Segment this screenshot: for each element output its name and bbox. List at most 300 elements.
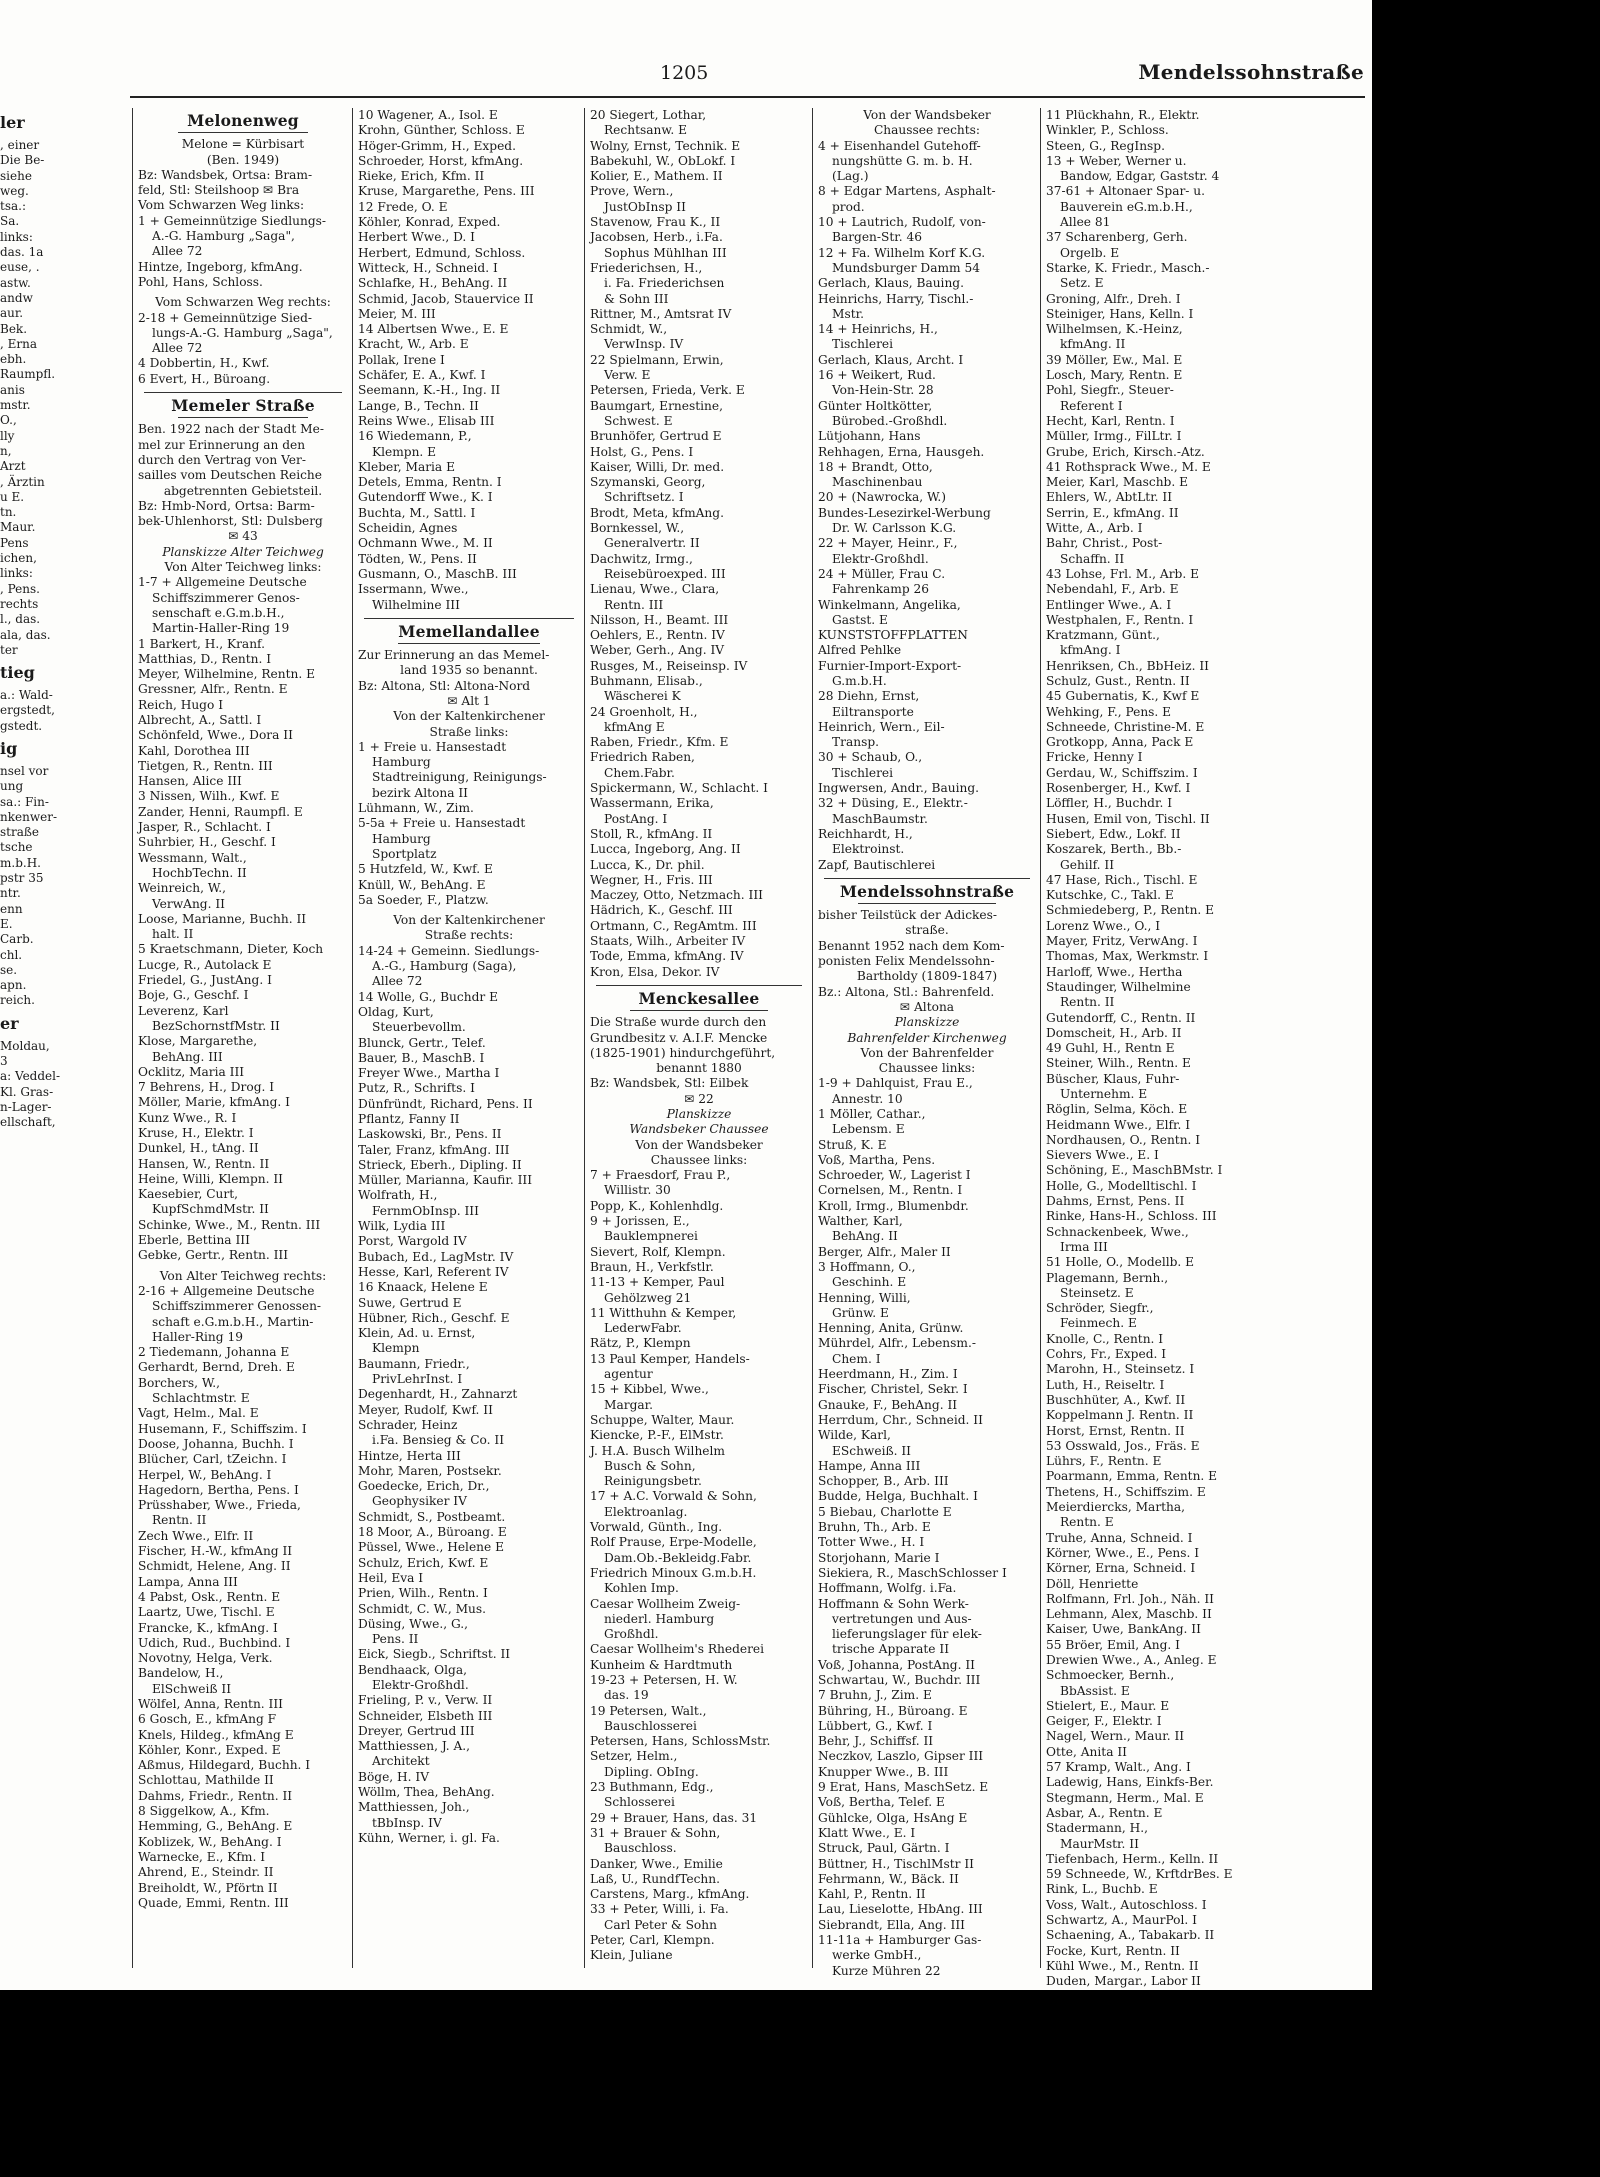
entry-continuation: Klempn <box>372 1341 420 1356</box>
entry-line: 3 Nissen, Wilh., Kwf. E <box>138 789 280 804</box>
note-line: ✉ 43 <box>228 529 258 544</box>
entry-line: Rolfmann, Frl. Joh., Näh. II <box>1046 1591 1214 1606</box>
entry-line: Suhrbier, H., Geschf. I <box>138 835 276 850</box>
entry-line: ponisten Felix Mendelssohn- <box>818 954 995 969</box>
entry-line: bisher Teilstück der Adickes- <box>818 908 998 923</box>
entry-line: Horst, Ernst, Rentn. II <box>1046 1423 1185 1438</box>
entry-continuation: Bauverein eG.m.b.H., <box>1060 199 1193 214</box>
scan-border <box>0 1990 1372 2177</box>
entry-line: Heinrich, Wern., Eil- <box>818 719 945 734</box>
entry-line: Kruse, Margarethe, Pens. III <box>358 184 535 199</box>
entry-line: 4 Pabst, Osk., Rentn. E <box>138 1589 281 1604</box>
entry-line: 13 + Weber, Werner u. <box>1046 153 1187 168</box>
entry-line: Lucca, K., Dr. phil. <box>590 857 705 872</box>
entry-line: Laartz, Uwe, Tischl. E <box>138 1605 275 1620</box>
entry-continuation: Dipling. ObIng. <box>604 1764 699 1779</box>
entry-continuation: Bargen-Str. 46 <box>832 230 923 245</box>
entry-line: Schnackenbeek, Wwe., <box>1046 1224 1189 1239</box>
entry-line: 57 Kramp, Walt., Ang. I <box>1046 1760 1191 1775</box>
entry-line: Knüll, W., BehAng. E <box>358 877 486 892</box>
entry-line: Schröder, Siegfr., <box>1046 1301 1154 1316</box>
entry-line: Laskowski, Br., Pens. II <box>358 1127 502 1142</box>
entry-line: Hansen, Alice III <box>138 774 242 789</box>
entry-line: 24 Groenholt, H., <box>590 704 698 719</box>
entry-continuation: MaschBaumstr. <box>832 811 928 826</box>
entry-line: Wehking, F., Pens. E <box>1046 704 1172 719</box>
entry-continuation: Dam.Ob.-Bekleidg.Fabr. <box>604 1550 752 1565</box>
entry-line: Oldag, Kurt, <box>358 1004 434 1019</box>
entry-continuation: Schlosserei <box>604 1795 675 1810</box>
entry-line: Wolny, Ernst, Technik. E <box>590 138 741 153</box>
fragment-line: ung <box>0 779 24 794</box>
entry-line: Aßmus, Hildegard, Buchh. I <box>138 1758 311 1773</box>
entry-line: Setzer, Helm., <box>590 1749 678 1764</box>
entry-line: Hoffmann, Wolfg. i.Fa. <box>818 1581 957 1596</box>
fragment-line: E. <box>0 916 13 931</box>
entry-line: 59 Schneede, W., KrftdrBes. E <box>1046 1867 1233 1882</box>
entry-continuation: Geophysiker IV <box>372 1494 467 1509</box>
entry-line: Prüsshaber, Wwe., Frieda, <box>138 1498 301 1513</box>
column-4 <box>818 108 1036 1979</box>
entry-line: Kruse, H., Elektr. I <box>138 1126 254 1140</box>
entry-line: Gerhardt, Bernd, Dreh. E <box>138 1360 295 1375</box>
entry-line: Schmoecker, Bernh., <box>1046 1668 1175 1683</box>
entry-line: 5a Soeder, F., Platzw. <box>358 892 489 907</box>
entry-line: Doose, Johanna, Buchh. I <box>138 1436 294 1451</box>
entry-line: Buhmann, Elisab., <box>590 673 703 688</box>
entry-line: Kaesebier, Curt, <box>138 1187 238 1202</box>
entry-line: Bz.: Altona, Stl.: Bahrenfeld. <box>818 984 995 999</box>
entry-line: Bauer, B., MaschB. I <box>358 1050 485 1065</box>
fragment-line: das. 1a <box>0 245 44 260</box>
entry-line: Heidmann Wwe., Elfr. I <box>1046 1117 1191 1132</box>
entry-line: Matthiessen, J. A., <box>358 1739 471 1754</box>
entry-line: 16 + Weikert, Rud. <box>818 368 936 383</box>
entry-line: Schönfeld, Wwe., Dora II <box>138 728 293 743</box>
note-line: benannt 1880 <box>656 1061 742 1076</box>
entry-continuation: Bauschlosserei <box>604 1718 697 1733</box>
entry-line: Issermann, Wwe., <box>358 582 469 597</box>
entry-line: Fricke, Henny I <box>1046 750 1143 765</box>
entry-continuation: Steinsetz. E <box>1060 1285 1134 1300</box>
entry-line: Nebendahl, F., Arb. E <box>1046 582 1179 597</box>
entry-line: Hesse, Karl, Referent IV <box>358 1264 509 1279</box>
entry-line: Rusges, M., Reiseinsp. IV <box>590 658 748 673</box>
entry-line: Winkelmann, Angelika, <box>818 597 961 612</box>
fragment-line: anis <box>0 382 25 397</box>
entry-line: Tiefenbach, Herm., Kelln. II <box>1046 1851 1219 1866</box>
entry-continuation: Setz. E <box>1060 276 1104 291</box>
entry-line: Dunkel, H., tAng. II <box>138 1141 259 1156</box>
entry-line: Blücher, Carl, tZeichn. I <box>138 1452 287 1467</box>
entry-line: Voss, Walt., Autoschloss. I <box>1046 1897 1207 1912</box>
fragment-line: Die Be- <box>0 153 45 168</box>
entry-line: Serrin, E., kfmAng. II <box>1046 505 1179 520</box>
entry-line: Röglin, Selma, Köch. E <box>1046 1102 1188 1117</box>
entry-continuation: Lebensm. E <box>832 1122 905 1137</box>
entry-line: Petersen, Hans, SchlossMstr. <box>590 1734 771 1749</box>
entry-line: Körner, Wwe., E., Pens. I <box>1046 1545 1200 1560</box>
entry-line: 18 + Brandt, Otto, <box>818 459 933 474</box>
street-heading: Memellandallee <box>398 621 540 641</box>
entry-line: Meyer, Rudolf, Kwf. II <box>358 1402 493 1417</box>
entry-continuation: Chem.Fabr. <box>604 765 675 780</box>
entry-line: Ladewig, Hans, Einkfs-Ber. <box>1046 1775 1214 1790</box>
entry-continuation: (Lag.) <box>832 169 869 184</box>
entry-line: Rätz, P., Klempn <box>590 1336 691 1351</box>
entry-line: Lühmann, W., Zim. <box>358 801 474 816</box>
note-line: Von der Kaltenkirchener <box>393 709 545 724</box>
entry-line: Sievers Wwe., E. I <box>1046 1148 1159 1163</box>
entry-line: 5 Kraetschmann, Dieter, Koch <box>138 942 324 957</box>
entry-line: feld, Stl: Steilshoop ✉ Bra <box>138 183 300 198</box>
fragment-line: siehe <box>0 168 32 183</box>
entry-line: Leverenz, Karl <box>138 1003 229 1018</box>
entry-line: Cornelsen, M., Rentn. I <box>818 1183 963 1198</box>
entry-continuation: Tischlerei <box>832 337 894 352</box>
entry-line: Heine, Willi, Klempn. II <box>138 1171 284 1186</box>
entry-line: Behr, J., Schiffsf. II <box>818 1734 934 1749</box>
fragment-line: Bek. <box>0 321 28 336</box>
entry-line: 17 + A.C. Vorwald & Sohn, <box>590 1489 757 1504</box>
entry-line: Matthias, D., Rentn. I <box>138 651 272 666</box>
note-line: abgetrennten Gebietsteil. <box>163 483 323 498</box>
entry-continuation: Sportplatz <box>372 846 437 861</box>
entry-line: Neczkov, Laszlo, Gipser III <box>818 1749 984 1764</box>
entry-line: 14 Albertsen Wwe., E. E <box>358 322 509 337</box>
entry-line: Struß, K. E <box>818 1137 887 1152</box>
entry-line: Witte, A., Arb. I <box>1046 521 1143 536</box>
entry-line: Gühlcke, Olga, HsAng E <box>818 1810 968 1825</box>
entry-line: 37 Scharenberg, Gerh. <box>1046 230 1188 245</box>
entry-continuation: ElSchweiß II <box>152 1681 232 1696</box>
entry-line: Gerdau, W., Schiffszim. I <box>1046 765 1198 780</box>
note-line: Straße rechts: <box>424 928 514 943</box>
entry-continuation: kfmAng. II <box>1060 337 1126 352</box>
entry-continuation: Verw. E <box>604 368 651 383</box>
entry-line: Grube, Erich, Kirsch.-Atz. <box>1046 444 1205 459</box>
entry-line: Dachwitz, Irmg., <box>590 551 693 566</box>
entry-line: Krohn, Günther, Schloss. E <box>358 123 525 138</box>
entry-line: Büscher, Klaus, Fuhr- <box>1046 1071 1180 1086</box>
entry-line: sailles vom Deutschen Reiche <box>138 468 322 483</box>
column-divider <box>812 108 813 1968</box>
fragment-line: chl. <box>0 947 23 962</box>
entry-line: Ochmann Wwe., M. II <box>358 536 493 551</box>
entry-line: 12 Frede, O. E <box>358 199 448 214</box>
entry-line: Bornkessel, W., <box>590 521 685 536</box>
entry-line: bek-Uhlenhorst, Stl: Dulsberg <box>138 514 323 529</box>
entry-line: Brunhöfer, Gertrud E <box>590 429 722 444</box>
entry-line: Hansen, W., Rentn. II <box>138 1156 270 1171</box>
entry-continuation: Bauschloss. <box>604 1841 677 1856</box>
entry-continuation: Stadtreinigung, Reinigungs- <box>372 770 547 785</box>
entry-line: 19 Petersen, Walt., <box>590 1703 707 1718</box>
entry-line: Döll, Henriette <box>1046 1576 1139 1591</box>
fragment-line: enn <box>0 901 23 916</box>
entry-line: Eberle, Bettina III <box>138 1233 250 1248</box>
entry-continuation: Margar. <box>604 1397 653 1412</box>
entry-line: Seemann, K.-H., Ing. II <box>358 383 501 398</box>
entry-line: Ahrend, E., Steindr. II <box>138 1865 274 1880</box>
entry-line: Mayer, Fritz, VerwAng. I <box>1046 934 1198 949</box>
entry-line: Kaiser, Uwe, BankAng. II <box>1046 1622 1201 1637</box>
entry-line: 2-16 + Allgemeine Deutsche <box>138 1283 315 1298</box>
entry-line: Ingwersen, Andr., Bauing. <box>818 781 980 796</box>
entry-line: Kracht, W., Arb. E <box>358 337 469 352</box>
entry-line: Borchers, W., <box>138 1375 220 1390</box>
entry-continuation: Allee 72 <box>152 244 203 259</box>
entry-line: Spickermann, W., Schlacht. I <box>590 781 768 796</box>
entry-line: 2 Tiedemann, Johanna E <box>138 1345 290 1360</box>
entry-line: Wölfel, Anna, Rentn. III <box>138 1696 283 1711</box>
entry-continuation: schaft e.G.m.b.H., Martin- <box>152 1314 314 1329</box>
entry-continuation: Fahrenkamp 26 <box>832 582 930 597</box>
entry-continuation: senschaft e.G.m.b.H., <box>152 605 285 620</box>
fragment-line: ebh. <box>0 352 27 367</box>
entry-line: Lorenz Wwe., O., I <box>1046 918 1161 933</box>
entry-line: Thomas, Max, Werkmstr. I <box>1046 949 1209 964</box>
entry-continuation: Rechtsanw. E <box>604 123 687 138</box>
entry-line: Berger, Alfr., Maler II <box>818 1244 951 1259</box>
entry-line: Klein, Ad. u. Ernst, <box>358 1326 476 1341</box>
entry-line: Francke, K., kfmAng. I <box>138 1620 278 1635</box>
entry-line: (1825-1901) hindurchgeführt, <box>590 1045 776 1060</box>
entry-line: Schaening, A., Tabakarb. II <box>1046 1928 1215 1943</box>
entry-line: Rittner, M., Amtsrat IV <box>590 306 732 321</box>
entry-line: 20 + (Nawrocka, W.) <box>818 490 946 505</box>
entry-line: Staudinger, Wilhelmine <box>1046 979 1191 994</box>
entry-continuation: Von-Hein-Str. 28 <box>832 383 934 398</box>
entry-continuation: PostAng. I <box>604 811 668 826</box>
entry-line: Schulz, Erich, Kwf. E <box>358 1555 489 1570</box>
note-line: Von der Wandsbeker <box>635 1137 763 1152</box>
entry-line: Strieck, Eberh., Dipling. II <box>358 1157 522 1172</box>
entry-line: Frieling, P. v., Verw. II <box>358 1693 493 1708</box>
entry-line: Vom Schwarzen Weg links: <box>138 198 305 213</box>
entry-line: Klein, Juliane <box>590 1948 673 1963</box>
entry-continuation: LederwFabr. <box>604 1321 682 1336</box>
note-line: Von der Bahrenfelder <box>860 1045 994 1060</box>
entry-line: 11-13 + Kemper, Paul <box>590 1275 725 1290</box>
entry-line: Köhler, Konr., Exped. E <box>138 1742 281 1757</box>
entry-line: Heerdmann, H., Zim. I <box>818 1367 958 1382</box>
entry-line: Weinreich, W., <box>138 881 226 896</box>
entry-line: Lucca, Ingeborg, Ang. II <box>590 842 741 857</box>
entry-line: Boje, G., Geschf. I <box>138 988 249 1003</box>
entry-line: Reins Wwe., Elisab III <box>358 413 495 428</box>
entry-line: Tode, Emma, kfmAng. IV <box>590 949 744 964</box>
street-heading: Menckesallee <box>638 988 760 1008</box>
entry-continuation: Busch & Sohn, <box>604 1458 696 1473</box>
fragment-line: rechts <box>0 596 39 611</box>
entry-line: Detels, Emma, Rentn. I <box>358 475 502 490</box>
entry-line: Schmidt, W., <box>590 322 668 337</box>
entry-line: Jacobsen, Herb., i.Fa. <box>590 230 723 245</box>
entry-line: Bz: Wandsbek, Ortsa: Bram- <box>138 167 313 182</box>
entry-continuation: Transp. <box>832 735 880 750</box>
entry-line: Bahr, Christ., Post- <box>1046 536 1163 551</box>
entry-line: Koszarek, Berth., Bb.- <box>1046 842 1182 857</box>
entry-line: 4 + Eisenhandel Gutehoff- <box>818 138 981 153</box>
note-line: Bartholdy (1809-1847) <box>856 969 998 984</box>
entry-line: Bundes-Lesezirkel-Werbung <box>818 505 991 520</box>
entry-line: Tietgen, R., Rentn. III <box>138 758 273 773</box>
entry-continuation: Elektr-Großhdl. <box>832 551 929 566</box>
column-divider <box>132 108 133 1968</box>
entry-continuation: JustObInsp II <box>604 199 686 214</box>
fragment-heading: ler <box>0 113 25 132</box>
entry-line: Lütjohann, Hans <box>818 429 921 444</box>
entry-line: Prove, Wern., <box>590 184 674 199</box>
entry-continuation: BezSchornstfMstr. II <box>152 1018 280 1033</box>
entry-line: Stavenow, Frau K., II <box>590 215 721 230</box>
entry-line: Bz: Wandsbek, Stl: Eilbek <box>590 1076 749 1091</box>
entry-line: Voß, Johanna, PostAng. II <box>818 1657 975 1672</box>
fragment-line: , Erna <box>0 336 38 351</box>
entry-line: Grotkopp, Anna, Pack E <box>1046 735 1194 750</box>
entry-line: Kleber, Maria E <box>358 459 455 474</box>
fragment-line: Moldau, <box>0 1038 50 1053</box>
entry-line: Szymanski, Georg, <box>590 475 706 490</box>
note-line: ✉ Altona <box>899 999 955 1014</box>
entry-continuation: BehAng. II <box>832 1229 898 1244</box>
entry-line: Siebert, Edw., Lokf. II <box>1046 826 1181 841</box>
entry-line: Gutendorff, C., Rentn. II <box>1046 1010 1196 1025</box>
entry-line: Drewien Wwe., A., Anleg. E <box>1046 1652 1217 1667</box>
entry-line: Schroeder, Horst, kfmAng. <box>358 153 524 168</box>
entry-line: 12 + Fa. Wilhelm Korf K.G. <box>818 245 986 260</box>
fragment-line: ntr. <box>0 886 21 901</box>
entry-line: Voß, Martha, Pens. <box>818 1152 936 1167</box>
heading-underline <box>858 903 996 904</box>
entry-line: Vorwald, Günth., Ing. <box>590 1520 723 1535</box>
entry-line: Knupper Wwe., B. III <box>818 1764 949 1779</box>
entry-line: Rolf Prause, Erpe-Modelle, <box>590 1535 757 1550</box>
note-line: land 1935 so benannt. <box>400 663 538 678</box>
entry-continuation: agentur <box>604 1367 653 1382</box>
fragment-line: O., <box>0 413 17 428</box>
note-line: ✉ 22 <box>684 1091 714 1106</box>
entry-line: Truhe, Anna, Schneid. I <box>1046 1530 1193 1545</box>
entry-line: Reichhardt, H., <box>818 826 913 841</box>
fragment-line: ichen, <box>0 551 37 566</box>
fragment-line: nkenwer- <box>0 809 57 824</box>
entry-line: Winkler, P., Schloss. <box>1046 123 1169 138</box>
entry-continuation: & Sohn III <box>604 291 669 306</box>
entry-line: 47 Hase, Rich., Tischl. E <box>1046 872 1198 887</box>
entry-line: Degenhardt, H., Zahnarzt <box>358 1387 518 1402</box>
entry-line: Totter Wwe., H. I <box>818 1535 925 1550</box>
entry-line: Kratzmann, Günt., <box>1046 628 1160 643</box>
entry-line: Herbert Wwe., D. I <box>358 230 475 245</box>
entry-line: Schuppe, Walter, Maur. <box>590 1412 735 1427</box>
fragment-line: Carb. <box>0 932 34 947</box>
entry-line: Henriksen, Ch., BbHeiz. II <box>1046 658 1209 673</box>
entry-line: Ortmann, C., RegAmtm. III <box>590 918 757 933</box>
entry-continuation: Orgelb. E <box>1060 245 1120 260</box>
entry-line: 15 + Kibbel, Wwe., <box>590 1382 709 1397</box>
entry-line: Bubach, Ed., LagMstr. IV <box>358 1249 514 1264</box>
entry-line: Thetens, H., Schiffszim. E <box>1046 1484 1206 1499</box>
entry-line: 11-11a + Hamburger Gas- <box>818 1933 982 1948</box>
entry-line: Bühring, H., Büroang. E <box>818 1703 968 1718</box>
entry-line: 14 Wolle, G., Buchdr E <box>358 989 498 1004</box>
entry-continuation: Elektroinst. <box>832 842 905 857</box>
entry-line: Bz: Hmb-Nord, Ortsa: Barm- <box>138 498 315 513</box>
fragment-line: straße <box>0 825 39 840</box>
entry-line: 1 Barkert, H., Kranf. <box>138 636 265 651</box>
entry-line: Stegmann, Herm., Mal. E <box>1046 1790 1204 1805</box>
entry-line: Eick, Siegb., Schriftst. II <box>358 1647 511 1662</box>
entry-continuation: Grünw. E <box>832 1305 889 1320</box>
fragment-line: Kl. Gras- <box>0 1084 54 1099</box>
entry-line: Lübbert, G., Kwf. I <box>818 1718 933 1733</box>
entry-line: Weber, Gerh., Ang. IV <box>590 643 725 658</box>
entry-line: 1 + Gemeinnützige Siedlungs- <box>138 213 327 228</box>
fragment-line: links: <box>0 229 33 244</box>
entry-line: Kahl, P., Rentn. II <box>818 1887 926 1902</box>
entry-continuation: Rentn. II <box>1060 995 1115 1010</box>
entry-line: 2-18 + Gemeinnützige Sied- <box>138 310 312 325</box>
entry-line: Henning, Anita, Grünw. <box>818 1321 964 1336</box>
entry-line: Schroeder, W., Lagerist I <box>818 1168 971 1183</box>
fragment-line: ergstedt, <box>0 703 55 718</box>
entry-continuation: tBbInsp. IV <box>372 1815 442 1830</box>
fragment-line: a.: Wald- <box>0 688 53 703</box>
entry-line: Müller, Marianna, Kaufir. III <box>358 1173 533 1188</box>
entry-continuation: Dr. W. Carlsson K.G. <box>832 521 957 536</box>
fragment-line: l., das. <box>0 612 41 627</box>
entry-line: Groning, Alfr., Dreh. I <box>1046 291 1181 306</box>
entry-continuation: Schiffszimmerer Genos- <box>152 590 300 605</box>
section-rule <box>824 878 1030 879</box>
entry-line: Reich, Hugo I <box>138 697 224 712</box>
entry-line: Schmidt, C. W., Mus. <box>358 1601 487 1616</box>
column-divider <box>584 108 585 1968</box>
entry-continuation: BbAssist. E <box>1060 1683 1130 1698</box>
entry-line: Friedel, G., JustAng. I <box>138 973 272 988</box>
entry-line: Ehlers, W., AbtLtr. II <box>1046 490 1173 505</box>
entry-line: Dahms, Ernst, Pens. II <box>1046 1194 1185 1209</box>
entry-line: 7 Behrens, H., Drog. I <box>138 1080 275 1095</box>
entry-line: Kutschke, C., Takl. E <box>1046 888 1174 903</box>
entry-line: Udich, Rud., Buchbind. I <box>138 1635 291 1650</box>
entry-continuation: Hamburg <box>372 831 431 846</box>
entry-line: 1-9 + Dahlquist, Frau E., <box>818 1076 973 1091</box>
entry-line: Albrecht, A., Sattl. I <box>138 712 262 727</box>
entry-line: Rink, L., Buchb. E <box>1046 1882 1158 1897</box>
entry-line: Schlafke, H., BehAng. II <box>358 276 508 291</box>
entry-continuation: trische Apparate II <box>832 1642 950 1657</box>
fragment-line: n, <box>0 443 12 458</box>
note-line: Melone = Kürbisart <box>181 137 305 152</box>
fragment-line: 3 <box>0 1054 8 1069</box>
entry-continuation: Pens. II <box>372 1632 419 1647</box>
fragment-line: ala, das. <box>0 627 51 642</box>
fragment-heading: ig <box>0 738 18 758</box>
page-number: 1205 <box>660 62 709 84</box>
entry-line: Caesar Wollheim's Rhederei <box>590 1642 765 1657</box>
entry-continuation: MaurMstr. II <box>1060 1836 1139 1851</box>
entry-continuation: bezirk Altona II <box>372 785 468 800</box>
fragment-line: nsel vor <box>0 763 49 778</box>
entry-continuation: Wilhelmine III <box>372 597 460 612</box>
entry-line: Pohl, Hans, Schloss. <box>138 274 263 289</box>
entry-line: Warnecke, E., Kfm. I <box>138 1849 266 1864</box>
entry-line: Schwartau, W., Buchdr. III <box>818 1672 981 1687</box>
entry-line: Meyer, Wilhelmine, Rentn. E <box>138 667 315 682</box>
